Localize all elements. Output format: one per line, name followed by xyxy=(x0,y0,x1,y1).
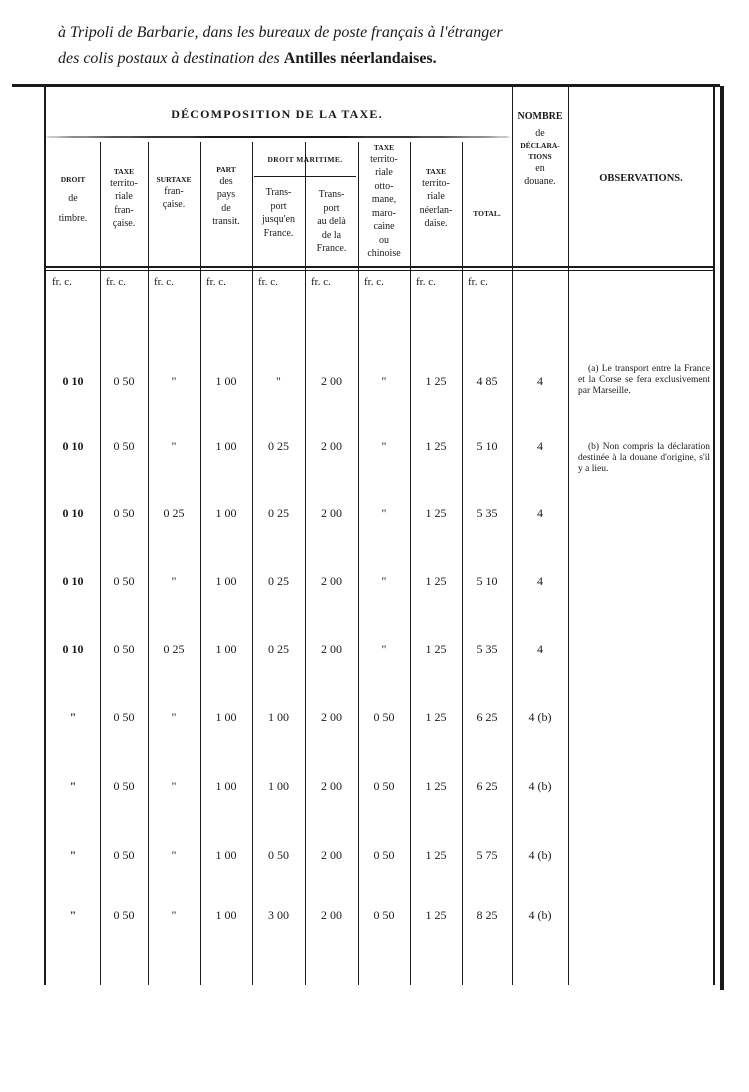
col-header-line: TAXE xyxy=(373,143,395,152)
decomposition-brace xyxy=(46,136,510,138)
top-rule xyxy=(12,84,720,87)
table-cell: 1 00 xyxy=(215,779,237,793)
table-cell: " xyxy=(69,779,77,793)
col-header-line: çaise. xyxy=(162,199,186,211)
observation-note: (b) Non compris la déclaration destinée à la douane d'origine, s'il y a lieu. xyxy=(578,442,710,474)
col-header-line: riale xyxy=(375,167,393,179)
table-cell: " xyxy=(171,710,177,724)
col-header-line: riale xyxy=(427,191,445,203)
table-cell: 0 50 xyxy=(113,710,135,724)
col-header-line: France. xyxy=(263,227,294,239)
table-cell: 0 25 xyxy=(268,506,289,520)
unit-label: fr. c. xyxy=(206,276,226,288)
col-header-line: transit. xyxy=(212,216,240,228)
table-cell: 0 10 xyxy=(62,439,84,453)
table-cell: 0 50 xyxy=(373,710,395,724)
table-cell: 1 00 xyxy=(215,848,237,862)
col-header-line: de xyxy=(535,127,545,139)
table-cell: 1 25 xyxy=(425,908,447,922)
col-header-line: au delà xyxy=(317,216,346,227)
table-cell: 0 50 xyxy=(113,642,135,656)
col-header-terr_fr xyxy=(100,168,148,230)
right-rule xyxy=(713,86,715,985)
table-cell: 0 50 xyxy=(113,848,135,862)
col-header-line: timbre. xyxy=(58,213,88,225)
table-cell: 0 10 xyxy=(62,506,84,520)
table-cell: 4 (b) xyxy=(528,908,552,922)
table-cell: 0 10 xyxy=(62,642,84,656)
col-header-line: TOTAL. xyxy=(473,209,501,218)
col-header-line: PART xyxy=(216,165,236,174)
col-header-line: Trans- xyxy=(265,187,292,198)
table-cell: 0 10 xyxy=(62,374,84,388)
table-cell: 1 00 xyxy=(215,506,237,520)
table-cell: " xyxy=(171,908,177,922)
table-cell: 2 00 xyxy=(321,506,342,520)
table-cell: 4 xyxy=(537,374,543,388)
table-cell: 1 00 xyxy=(215,710,237,724)
header-rule-thin xyxy=(46,270,713,271)
table-cell: 5 10 xyxy=(476,439,498,453)
table-cell: 1 00 xyxy=(268,710,289,724)
col-header-line: Trans- xyxy=(318,189,345,200)
table-cell: 1 00 xyxy=(268,779,289,793)
col-header-line: NOMBRE xyxy=(517,111,563,122)
col-header-line: douane. xyxy=(524,176,556,188)
table-cell: 1 25 xyxy=(425,374,447,388)
col-header-surtaxe xyxy=(148,176,200,211)
col-header-total xyxy=(462,200,512,218)
table-cell: 0 50 xyxy=(113,574,135,588)
col-header-line: de xyxy=(68,192,78,204)
right-border xyxy=(720,86,724,990)
decomposition-title: DÉCOMPOSITION DE LA TAXE. xyxy=(171,107,383,121)
col-header-mar1 xyxy=(252,188,305,239)
col-header-line: maro- xyxy=(372,207,396,219)
col-header-line: riale xyxy=(115,191,133,203)
col-header-line: port xyxy=(323,202,340,214)
table-cell: 2 00 xyxy=(321,642,342,656)
table-cell: " xyxy=(69,908,77,922)
table-cell: " xyxy=(381,374,387,388)
unit-label: fr. c. xyxy=(311,276,331,288)
table-cell: 1 00 xyxy=(215,642,237,656)
table-cell: 0 25 xyxy=(268,574,289,588)
table-cell: " xyxy=(171,779,177,793)
table-cell: 1 00 xyxy=(215,908,237,922)
col-header-obs xyxy=(568,170,714,184)
col-header-line: mane, xyxy=(371,194,397,206)
col-header-neer xyxy=(410,168,462,230)
table-cell: 2 00 xyxy=(321,439,342,453)
col-header-line: chinoise xyxy=(367,248,401,260)
table-cell: 0 50 xyxy=(373,779,395,793)
table-cell: 0 25 xyxy=(163,506,185,520)
col-header-line: port xyxy=(270,200,287,212)
col-header-line: OBSERVATIONS. xyxy=(599,173,683,184)
header-bold: Antilles néerlandaises. xyxy=(283,50,437,67)
col-header-transit xyxy=(200,166,252,228)
table-cell: 0 10 xyxy=(62,574,84,588)
table-cell: 1 25 xyxy=(425,439,447,453)
table-cell: 8 25 xyxy=(476,908,498,922)
header-line-2: des colis postaux à destination des Antilles néerlandaises. xyxy=(58,50,437,67)
droit-maritime-title: DROIT MARITIME. xyxy=(267,155,343,164)
table-cell: 0 50 xyxy=(113,374,135,388)
table-cell: 1 25 xyxy=(425,710,447,724)
col-header-line: des xyxy=(219,175,233,187)
table-cell: 1 25 xyxy=(425,574,447,588)
column-rule xyxy=(568,86,569,985)
col-header-line: SURTAXE xyxy=(156,175,192,184)
table-cell: 2 00 xyxy=(321,574,342,588)
table-cell: " xyxy=(381,506,387,520)
table-cell: 0 50 xyxy=(113,439,135,453)
table-cell: 2 00 xyxy=(321,374,342,388)
table-cell: 4 xyxy=(537,642,543,656)
col-header-line: fran- xyxy=(164,185,184,197)
col-header-line: pays xyxy=(216,189,236,201)
table-cell: 2 00 xyxy=(321,710,342,724)
header-rule xyxy=(46,266,713,268)
unit-label: fr. c. xyxy=(106,276,126,288)
col-header-line: TAXE xyxy=(425,167,447,176)
table-cell: 1 00 xyxy=(215,439,237,453)
col-header-line: DÉCLARA- xyxy=(520,141,560,150)
table-cell: 4 xyxy=(537,439,543,453)
col-header-line: fran- xyxy=(114,204,134,216)
col-header-line: TIONS xyxy=(528,151,552,161)
table-cell: " xyxy=(171,439,177,453)
col-header-line: territo- xyxy=(110,177,138,189)
col-header-line: otto- xyxy=(374,180,394,192)
unit-label: fr. c. xyxy=(468,276,488,288)
col-header-line: territo- xyxy=(370,153,398,165)
table-cell: 0 25 xyxy=(163,642,185,656)
table-cell: 2 00 xyxy=(321,908,342,922)
col-header-line: daise. xyxy=(424,218,448,230)
col-header-line: néerlan- xyxy=(419,204,453,216)
col-header-line: de la xyxy=(321,229,342,241)
table-cell: " xyxy=(381,574,387,588)
table-cell: 4 (b) xyxy=(528,848,552,862)
unit-label: fr. c. xyxy=(416,276,436,288)
table-cell: 0 50 xyxy=(373,848,395,862)
table-cell: 1 25 xyxy=(425,779,447,793)
table-cell: " xyxy=(381,439,387,453)
col-header-line: çaise. xyxy=(112,218,136,230)
header-line-1: à Tripoli de Barbarie, dans les bureaux de poste français à l'étranger xyxy=(58,24,503,41)
col-header-mar2 xyxy=(305,190,358,255)
table-cell: " xyxy=(69,710,77,724)
table-cell: 1 25 xyxy=(425,848,447,862)
table-cell: 4 (b) xyxy=(528,779,552,793)
table-cell: " xyxy=(69,848,77,862)
col-header-nombre xyxy=(512,112,568,188)
table-cell: 4 xyxy=(537,506,543,520)
table-cell: " xyxy=(171,374,177,388)
table-cell: 4 85 xyxy=(476,374,498,388)
unit-label: fr. c. xyxy=(364,276,384,288)
table-cell: 0 25 xyxy=(268,439,289,453)
table-cell: 0 50 xyxy=(268,848,289,862)
table-cell: 5 75 xyxy=(476,848,498,862)
table-cell: 0 25 xyxy=(268,642,289,656)
col-header-line: TAXE xyxy=(113,167,135,176)
unit-label: fr. c. xyxy=(52,276,72,288)
col-header-line: caine xyxy=(373,221,395,233)
col-header-line: DROIT xyxy=(60,175,86,184)
col-header-line: en xyxy=(535,162,545,174)
unit-label: fr. c. xyxy=(258,276,278,288)
table-cell: 5 10 xyxy=(476,574,498,588)
col-header-line: territo- xyxy=(422,177,450,189)
table-cell: 6 25 xyxy=(476,779,498,793)
table-cell: 6 25 xyxy=(476,710,498,724)
table-cell: 1 25 xyxy=(425,506,447,520)
col-header-line: de xyxy=(221,202,231,214)
table-cell: 5 35 xyxy=(476,642,498,656)
col-header-line: ou xyxy=(379,234,389,246)
table-cell: 1 00 xyxy=(215,574,237,588)
table-cell: 4 (b) xyxy=(528,710,552,724)
table-cell: 2 00 xyxy=(321,848,342,862)
col-header-droit xyxy=(46,176,100,225)
table-cell: 5 35 xyxy=(476,506,498,520)
table-cell: 1 25 xyxy=(425,642,447,656)
col-header-otto xyxy=(358,144,410,260)
table-cell: 0 50 xyxy=(113,506,135,520)
table-cell: 2 00 xyxy=(321,779,342,793)
table-cell: 0 50 xyxy=(113,779,135,793)
table-cell: 0 50 xyxy=(373,908,395,922)
table-cell: 1 00 xyxy=(215,374,237,388)
observation-note: (a) Le transport entre la France et la Corse se fera exclusivement par Marseille. xyxy=(578,364,710,396)
table-cell: 4 xyxy=(537,574,543,588)
table-cell: " xyxy=(276,374,281,388)
table-cell: 3 00 xyxy=(268,908,289,922)
table-cell: 0 50 xyxy=(113,908,135,922)
table-cell: " xyxy=(171,574,177,588)
col-header-line: France. xyxy=(316,243,347,254)
table-cell: " xyxy=(171,848,177,862)
col-header-line: jusqu'en xyxy=(262,214,295,225)
table-cell: " xyxy=(381,642,387,656)
unit-label: fr. c. xyxy=(154,276,174,288)
